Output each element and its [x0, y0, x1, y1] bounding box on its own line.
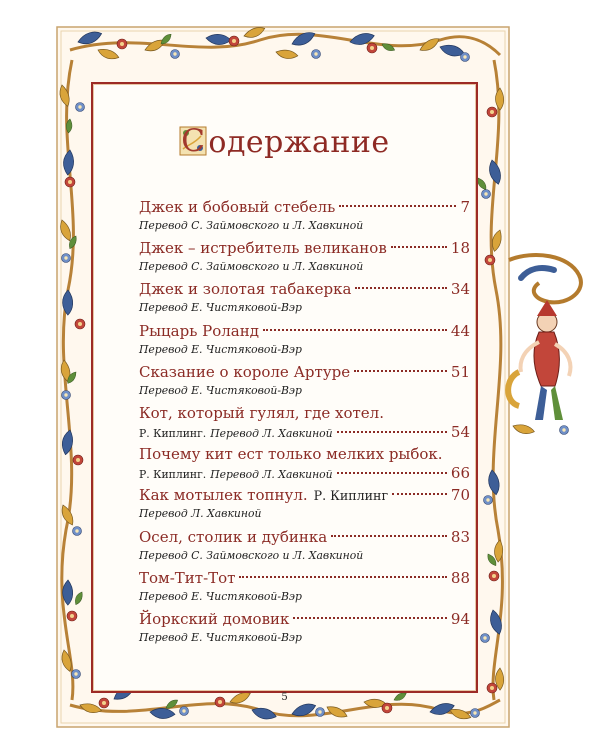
entry-page[interactable]: 44 — [450, 321, 470, 340]
entry-title[interactable]: Сказание о короле Артуре — [139, 362, 351, 381]
entry-author: Р. Киплинг. — [139, 468, 207, 482]
entry-title[interactable]: Осел, столик и дубинка — [139, 527, 328, 546]
leader-dots — [391, 246, 447, 248]
leader-dots — [337, 472, 447, 474]
entry-translation: Перевод С. Займовского и Л. Хавкиной — [139, 260, 364, 274]
entry-page[interactable]: 7 — [460, 198, 470, 216]
entry-page[interactable]: 88 — [450, 568, 470, 587]
entry-page[interactable]: 18 — [450, 239, 470, 258]
toc-entry[interactable] — [139, 526, 470, 567]
entry-page[interactable]: 54 — [450, 422, 470, 441]
entry-translation: Перевод Е. Чистяковой-Вэр — [139, 301, 302, 315]
table-of-contents — [139, 196, 470, 649]
entry-translation: Перевод С. Займовского и Л. Хавкиной — [139, 548, 364, 562]
entry-title[interactable]: Как мотылек топнул. — [139, 486, 308, 505]
toc-entry[interactable] — [139, 567, 470, 608]
toc-entry[interactable] — [139, 361, 470, 402]
entry-page[interactable]: 83 — [450, 527, 470, 546]
illuminated-letter-icon — [179, 123, 207, 159]
toc-entry[interactable] — [139, 443, 470, 484]
entry-translation: Перевод Л. Хавкиной — [210, 468, 333, 482]
entry-page[interactable]: 70 — [450, 486, 470, 505]
toc-entry[interactable] — [139, 196, 470, 237]
leader-dots — [263, 329, 447, 331]
leader-dots — [239, 576, 446, 578]
toc-entry[interactable] — [139, 320, 470, 361]
leader-dots — [293, 617, 446, 619]
entry-translation: Перевод Е. Чистяковой-Вэр — [139, 383, 302, 397]
entry-translation: Перевод С. Займовского и Л. Хавкиной — [139, 219, 364, 232]
entry-title[interactable]: Кот, который гулял, где хотел. — [139, 403, 384, 422]
toc-entry[interactable] — [139, 608, 470, 649]
entry-translation: Перевод Е. Чистяковой-Вэр — [139, 589, 302, 603]
entry-translation: Перевод Л. Хавкиной — [139, 507, 262, 521]
leader-dots — [337, 431, 447, 433]
dropcap-letter: С — [181, 123, 206, 159]
entry-page[interactable]: 34 — [450, 280, 470, 299]
entry-title[interactable]: Джек и золотая табакерка — [139, 280, 352, 299]
leader-dots — [355, 287, 446, 289]
page-number: 5 — [281, 692, 288, 703]
entry-title[interactable]: Джек и бобовый стебель — [139, 198, 336, 216]
leader-dots — [392, 493, 447, 495]
leader-dots — [339, 205, 456, 207]
toc-entry[interactable] — [139, 278, 470, 319]
entry-translation: Перевод Л. Хавкиной — [210, 426, 333, 440]
toc-entry[interactable] — [139, 237, 470, 278]
entry-title[interactable]: Рыцарь Роланд — [139, 321, 259, 340]
entry-translation: Перевод Е. Чистяковой-Вэр — [139, 342, 302, 356]
entry-page[interactable]: 66 — [450, 464, 470, 483]
toc-entry[interactable] — [139, 484, 470, 525]
entry-title[interactable]: Йоркский домовик — [139, 609, 290, 628]
entry-page[interactable]: 94 — [450, 609, 470, 628]
entry-translation: Перевод Е. Чистяковой-Вэр — [139, 630, 302, 644]
entry-page[interactable]: 51 — [450, 362, 470, 381]
entry-title[interactable]: Почему кит ест только мелких рыбок. — [139, 445, 443, 464]
title-text: одержание — [208, 125, 390, 160]
entry-author: Р. Киплинг. — [139, 426, 207, 440]
toc-entry[interactable] — [139, 402, 470, 443]
jester-figure — [499, 250, 589, 450]
page-title — [93, 125, 476, 161]
leader-dots — [331, 535, 447, 537]
entry-title[interactable]: Том-Тит-Тот — [139, 568, 236, 587]
leader-dots — [354, 370, 447, 372]
entry-author-inline: Р. Киплинг — [313, 488, 389, 504]
contents-panel — [91, 82, 478, 703]
entry-title[interactable]: Джек – истребитель великанов — [139, 239, 387, 258]
